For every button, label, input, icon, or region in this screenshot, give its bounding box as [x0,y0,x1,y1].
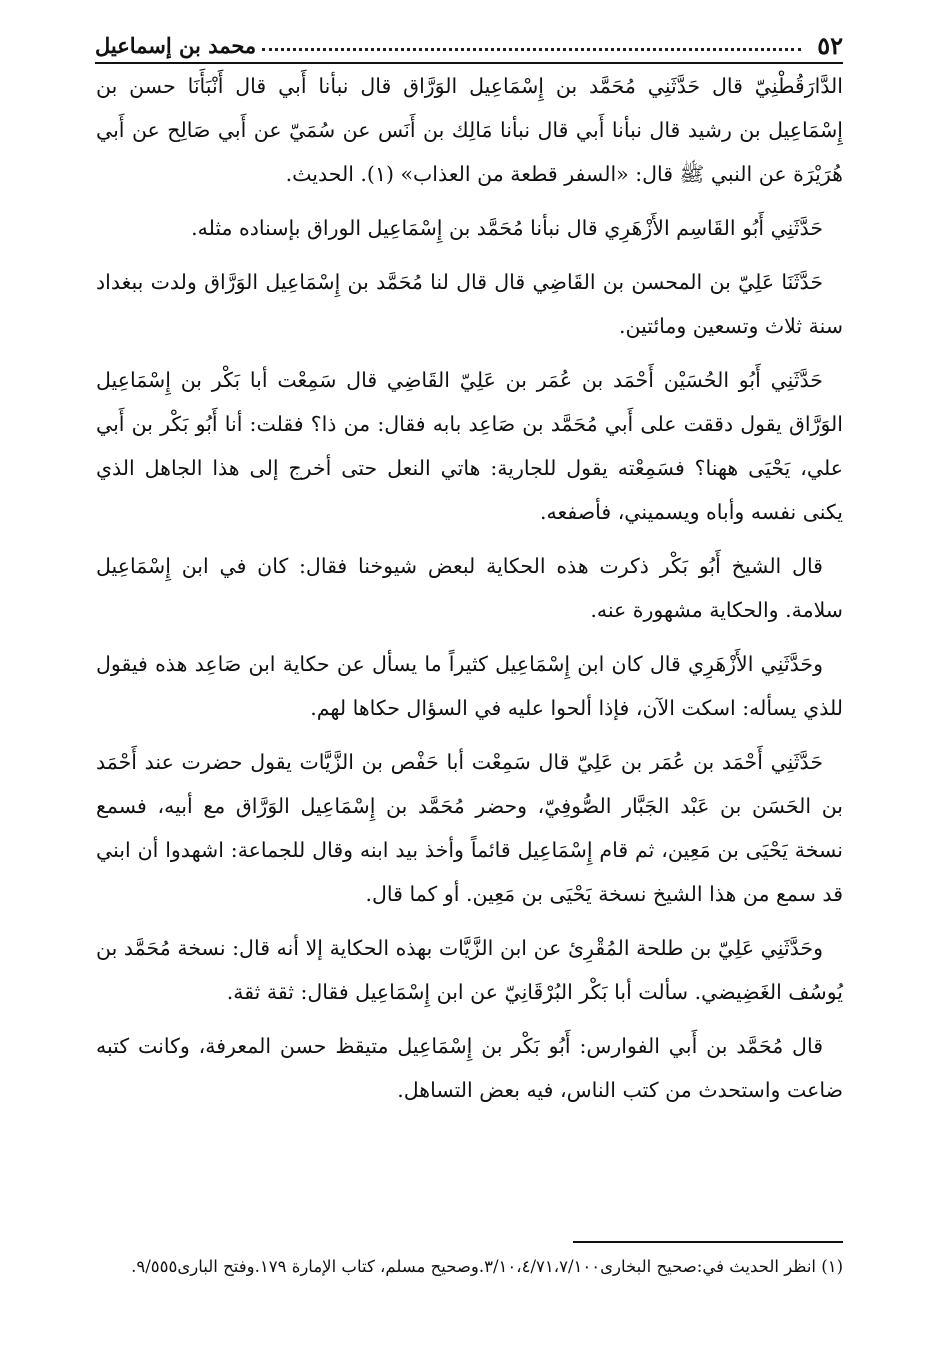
paragraph-4: حَدَّثَنِي أَبُو الحُسَيْن أَحْمَد بن عُمَر بن عَلِيّ القَاضِي قال سَمِعْت أبا بَكْر بن إِسْمَاعِيل الوَرَّاق يقول دققت على أَبي مُحَمَّد بن صَاعِد بابه فقال: من ذا؟ فقلت: أنا أَبُو بَكْر بن أَبي علي، يَحْيَى ههنا؟ فسَمِعْته يقول للجارية: هاتي النعل حتى أخرج إلى هذا الجاهل الذي يكنى نفسه وأباه ويسميني، فأصفعه. [96,368,843,524]
paragraph-3: حَدَّثَنَا عَلِيّ بن المحسن بن القَاضِي قال قال لنا مُحَمَّد بن إِسْمَاعِيل الوَرَّاق ولدت ببغداد سنة ثلاث وتسعين ومائتين. [96,270,843,338]
running-title: محمد بن إسماعيل [95,32,257,58]
dotted-leader [262,48,801,51]
paragraph-9: قال مُحَمَّد بن أَبي الفوارس: أَبُو بَكْر بن إِسْمَاعِيل متيقظ حسن المعرفة، وكانت كتبه ضاعت واستحدث من كتب الناس، فيه بعض التساهل. [96,1034,843,1102]
paragraph-5: قال الشيخ أَبُو بَكْر ذكرت هذه الحكاية لبعض شيوخنا فقال: كان في ابن إِسْمَاعِيل سلامة. والحكاية مشهورة عنه. [96,554,843,622]
footnote: (١) انظر الحديث في:صحيح البخارى٣/١٠،٤/٧١،٧/١٠٠.وصحيح مسلم، كتاب الإمارة ١٧٩.وفتح البارى٩/٥٥٥. [131,1257,843,1276]
paragraph-8: وحَدَّثَنِي عَلِيّ بن طلحة المُقْرِئ عن ابن الزَّيَّات بهذه الحكاية إلا أنه قال: نسخة مُحَمَّد بن يُوسُف الغَضِيضي. سألت أبا بَكْر البُرْقَانِيّ عن ابن إِسْمَاعِيل فقال: ثقة ثقة. [96,936,843,1004]
page-number: ٥٢ [817,30,843,60]
body-text [96,64,843,1122]
paragraph-1: الدَّارَقُطْنِيّ قال حَدَّثَنِي مُحَمَّد بن إِسْمَاعِيل الوَرَّاق قال نبأنا أَبي قال أَنْبَأَنَا حسن بن إِسْمَاعِيل بن رشيد قال نبأنا أَبي قال نبأنا مَالِك بن أَنَس عن سُمَيّ عن أَبي صَالِح عن أَبي هُرَيْرَة عن النبي ﷺ قال: «السفر قطعة من العذاب» (١). الحديث. [96,74,843,186]
page-header [95,28,843,64]
paragraph-6: وحَدَّثَنِي الأَزْهَرِي قال كان ابن إِسْمَاعِيل كثيراً ما يسأل عن حكاية ابن صَاعِد هذه فيقول للذي يسأله: اسكت الآن، فإذا ألحوا عليه في السؤال حكاها لهم. [96,652,843,720]
paragraph-7: حَدَّثَنِي أَحْمَد بن عُمَر بن عَلِيّ قال سَمِعْت أبا حَفْص بن الزَّيَّات يقول حضرت عند أَحْمَد بن الحَسَن بن عَبْد الجَبَّار الصُّوفِيّ، وحضر مُحَمَّد بن إِسْمَاعِيل الوَرَّاق مع أبيه، فسمع نسخة يَحْيَى بن مَعِين، ثم قام إِسْمَاعِيل قائماً وأخذ بيد ابنه وقال للجماعة: اشهدوا أن ابني قد سمع من هذا الشيخ نسخة يَحْيَى بن مَعِين. أو كما قال. [96,750,843,906]
footnote-divider [573,1241,843,1243]
paragraph-2: حَدَّثَنِي أَبُو القَاسِم الأَزْهَرِي قال نبأنا مُحَمَّد بن إِسْمَاعِيل الوراق بإسناده مثله. [191,216,823,240]
